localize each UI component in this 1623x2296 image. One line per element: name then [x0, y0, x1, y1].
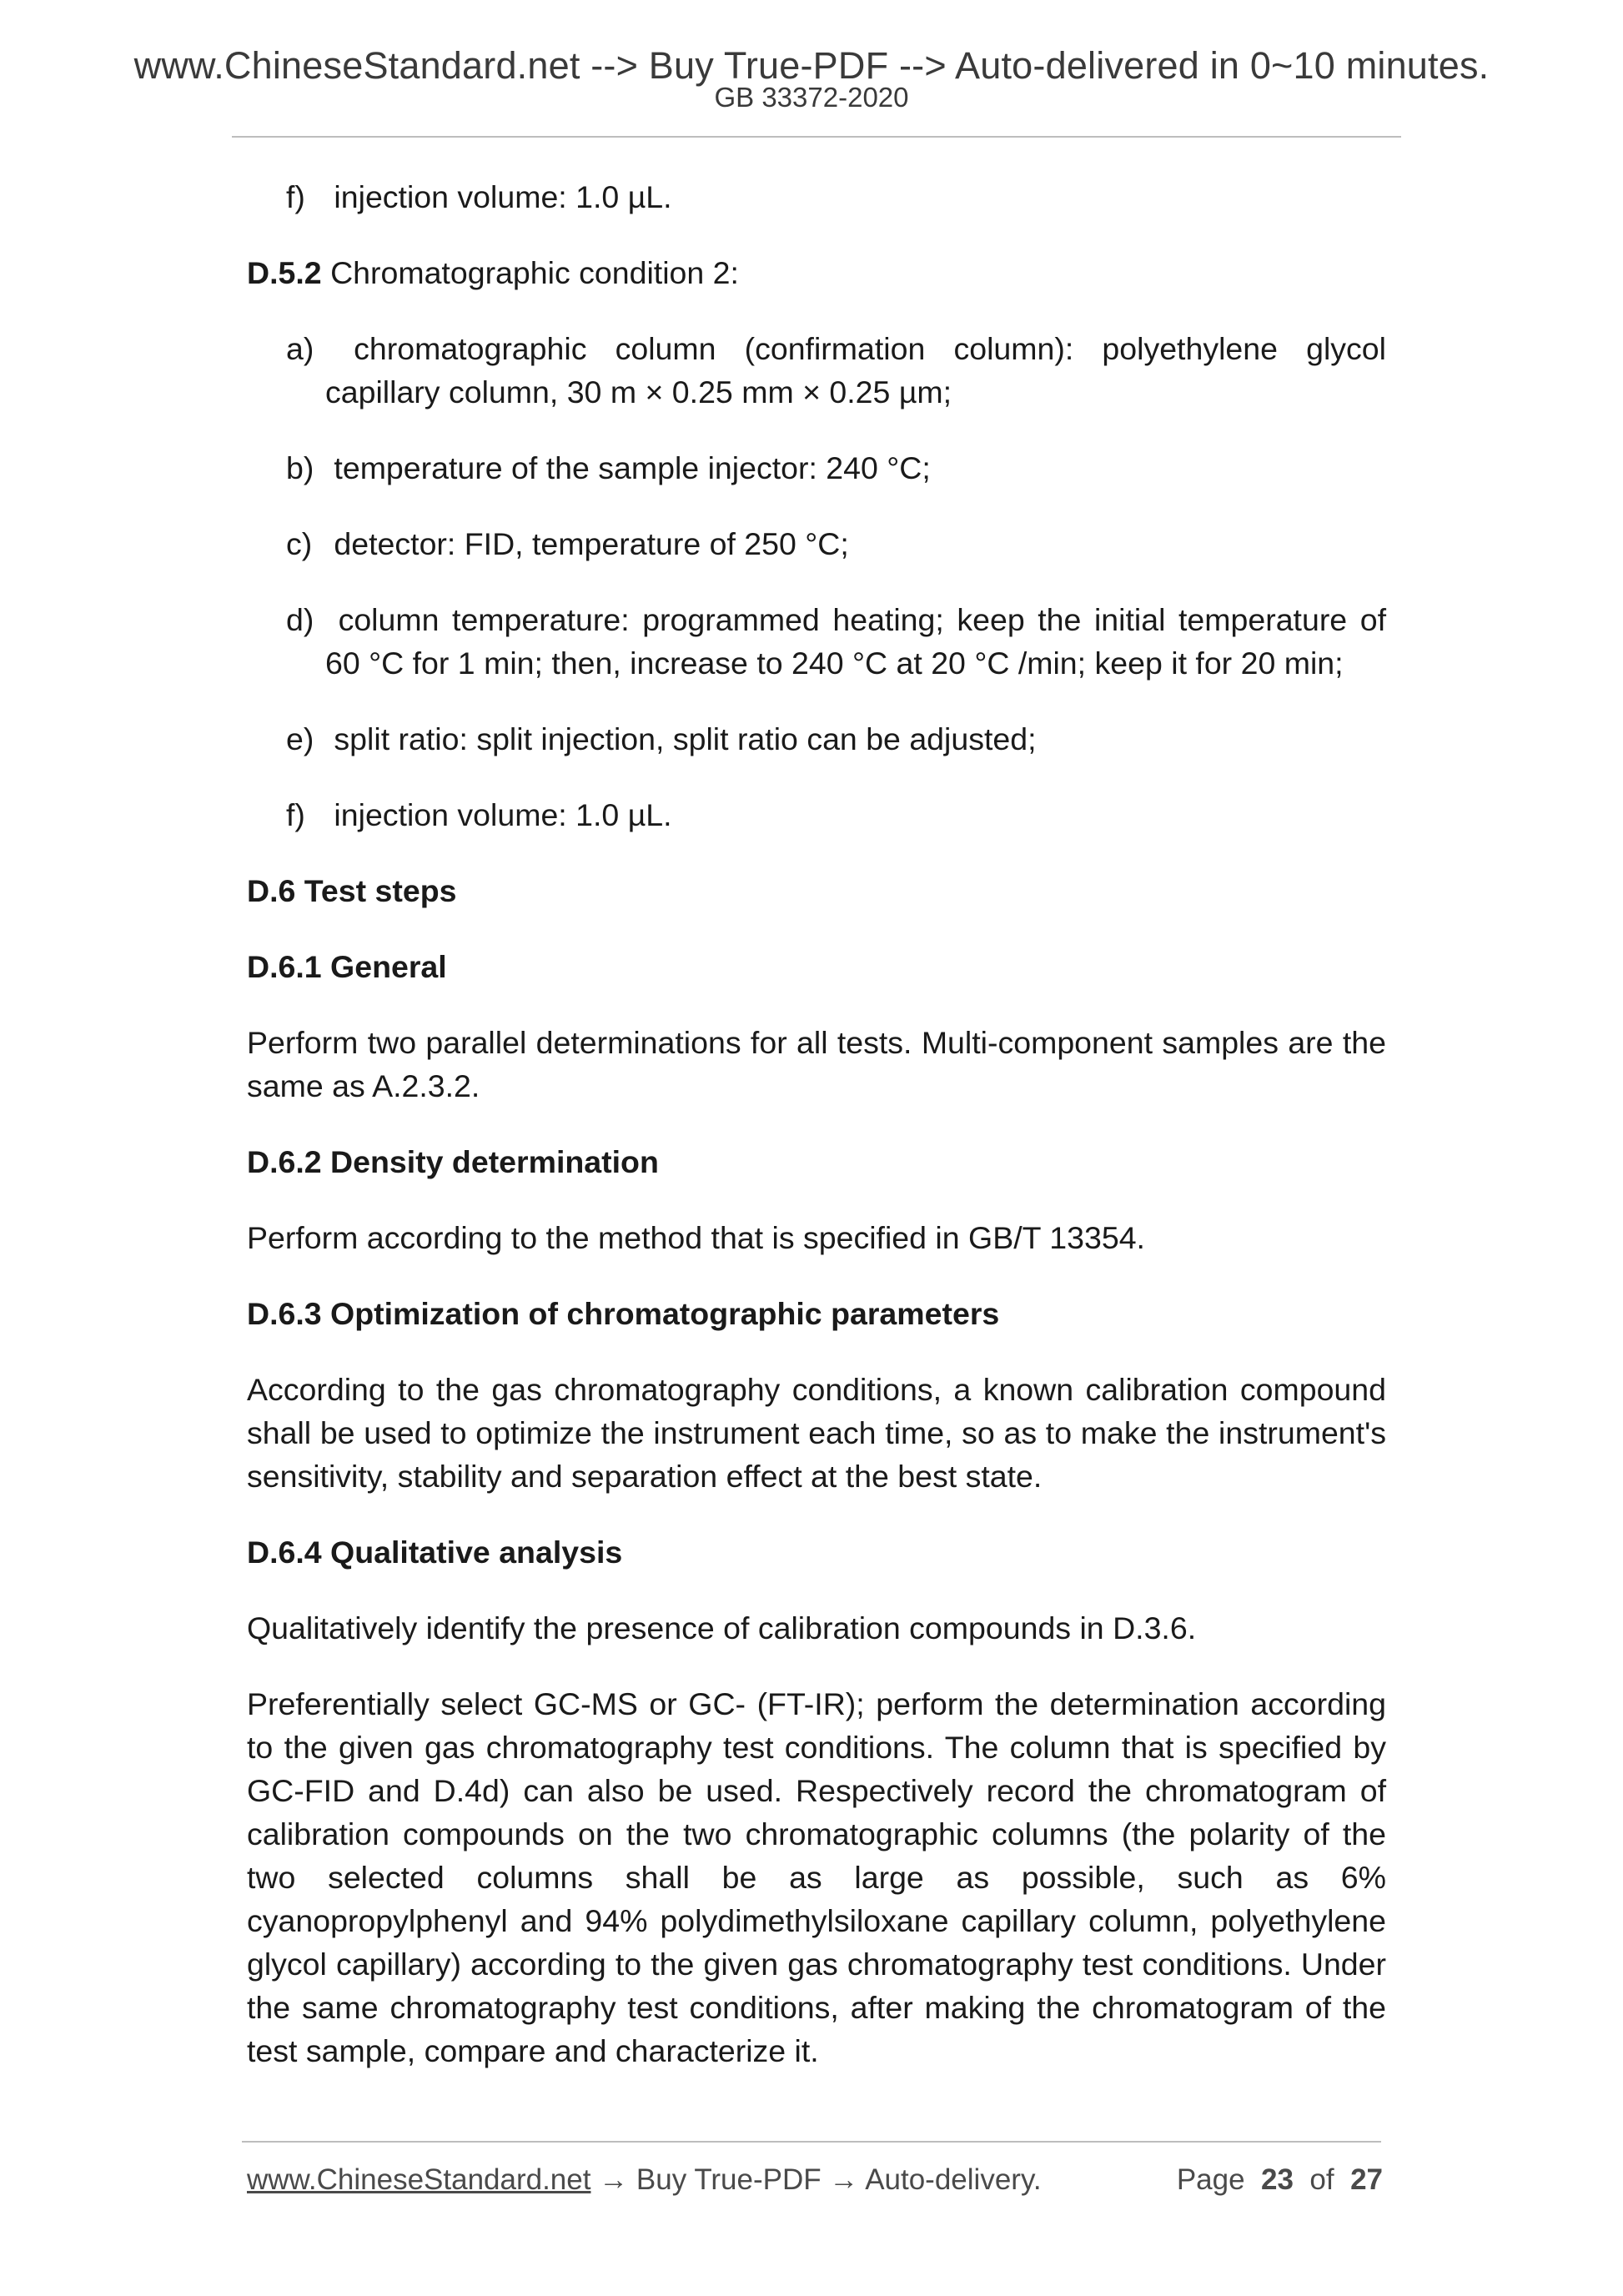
list-item-text: detector: FID, temperature of 250 °C;	[334, 526, 849, 561]
list-item-label: d)	[286, 602, 314, 637]
site-link[interactable]: www.ChineseStandard.net	[247, 2163, 591, 2196]
arrow-icon: →	[821, 2163, 866, 2196]
page-content	[247, 175, 1386, 2105]
clause-number: D.5.2	[247, 255, 322, 290]
section-heading-d63: D.6.3 Optimization of chromatographic parameters	[247, 1296, 1000, 1331]
section-heading-d64: D.6.4 Qualitative analysis	[247, 1535, 623, 1570]
paragraph: Qualitatively identify the presence of calibration compounds in D.3.6.	[247, 1610, 1197, 1645]
list-item	[286, 175, 1386, 219]
paragraph: Perform two parallel determinations for all tests. Multi-component samples are the same as A.2.3.2.	[247, 1025, 1386, 1103]
paragraph: Preferentially select GC-MS or GC- (FT-IR); perform the determination according to the given gas chromatography test conditions. The column that is specified by GC-FID and D.4d) can also be used. Respectively record the chromatogram of calibration compounds on the two chromatographic columns (the polarity of the two selected columns shall be as large as possible, such as 6% cyanopropylphenyl and 94% polydimethylsiloxane capillary column, polyethylene glycol capillary) according to the given gas chromatography test conditions. Under the same chromatography test conditions, after making the chromatogram of the test sample, compare and characterize it.	[247, 1686, 1386, 2068]
section-heading-d61: D.6.1 General	[247, 949, 447, 984]
list-item	[286, 598, 1386, 685]
section-heading-d6: D.6 Test steps	[247, 873, 457, 908]
standard-number: GB 33372-2020	[714, 82, 909, 113]
page-indicator	[1177, 2162, 1383, 2198]
paragraph: According to the gas chromatography conditions, a known calibration compound shall be used to optimize the instrument each time, so as to make the instrument's sensitivity, stability and separation effect at the best state.	[247, 1372, 1386, 1494]
footer-divider	[242, 2141, 1381, 2143]
list-item	[286, 446, 1386, 490]
list-item-text: split ratio: split injection, split ratio can be adjusted;	[334, 721, 1037, 756]
list-item-label: c)	[286, 526, 313, 561]
page-current: 23	[1261, 2163, 1294, 2196]
page-total: 27	[1350, 2163, 1383, 2196]
list-item	[286, 717, 1386, 761]
header-banner: www.ChineseStandard.net --> Buy True-PDF --> Auto-delivered in 0~10 minutes.	[133, 44, 1490, 87]
list-item-text: injection volume: 1.0 µL.	[334, 797, 672, 832]
paragraph: Perform according to the method that is specified in GB/T 13354.	[247, 1220, 1145, 1255]
list-item-label: e)	[286, 721, 314, 756]
list-item-text: temperature of the sample injector: 240 °C;	[334, 450, 931, 485]
list-item-label: f)	[286, 179, 305, 214]
clause-d52	[247, 251, 1386, 294]
list-item-text: injection volume: 1.0 µL.	[334, 179, 672, 214]
list-item	[286, 327, 1386, 414]
section-heading-d62: D.6.2 Density determination	[247, 1144, 659, 1179]
header-divider	[232, 136, 1401, 138]
list-item-text: chromatographic column (confirmation column): polyethylene glycol capillary column, 30 m × 0.25 mm × 0.25 µm;	[325, 331, 1386, 409]
page-word: Page	[1176, 2163, 1245, 2196]
delivery-text: Auto-delivery.	[865, 2163, 1042, 2196]
buy-text: Buy True-PDF	[636, 2163, 822, 2196]
of-word: of	[1309, 2163, 1334, 2196]
list-item-label: f)	[286, 797, 305, 832]
clause-text: Chromatographic condition 2:	[330, 255, 739, 290]
list-item-label: a)	[286, 331, 314, 366]
list-item-label: b)	[286, 450, 314, 485]
arrow-icon: →	[590, 2163, 636, 2196]
list-item	[286, 522, 1386, 565]
list-item	[286, 793, 1386, 837]
list-item-text: column temperature: programmed heating; keep the initial temperature of 60 °C for 1 min; then, increase to 240 °C at 20 °C /min; keep it for 20 min;	[325, 602, 1387, 681]
